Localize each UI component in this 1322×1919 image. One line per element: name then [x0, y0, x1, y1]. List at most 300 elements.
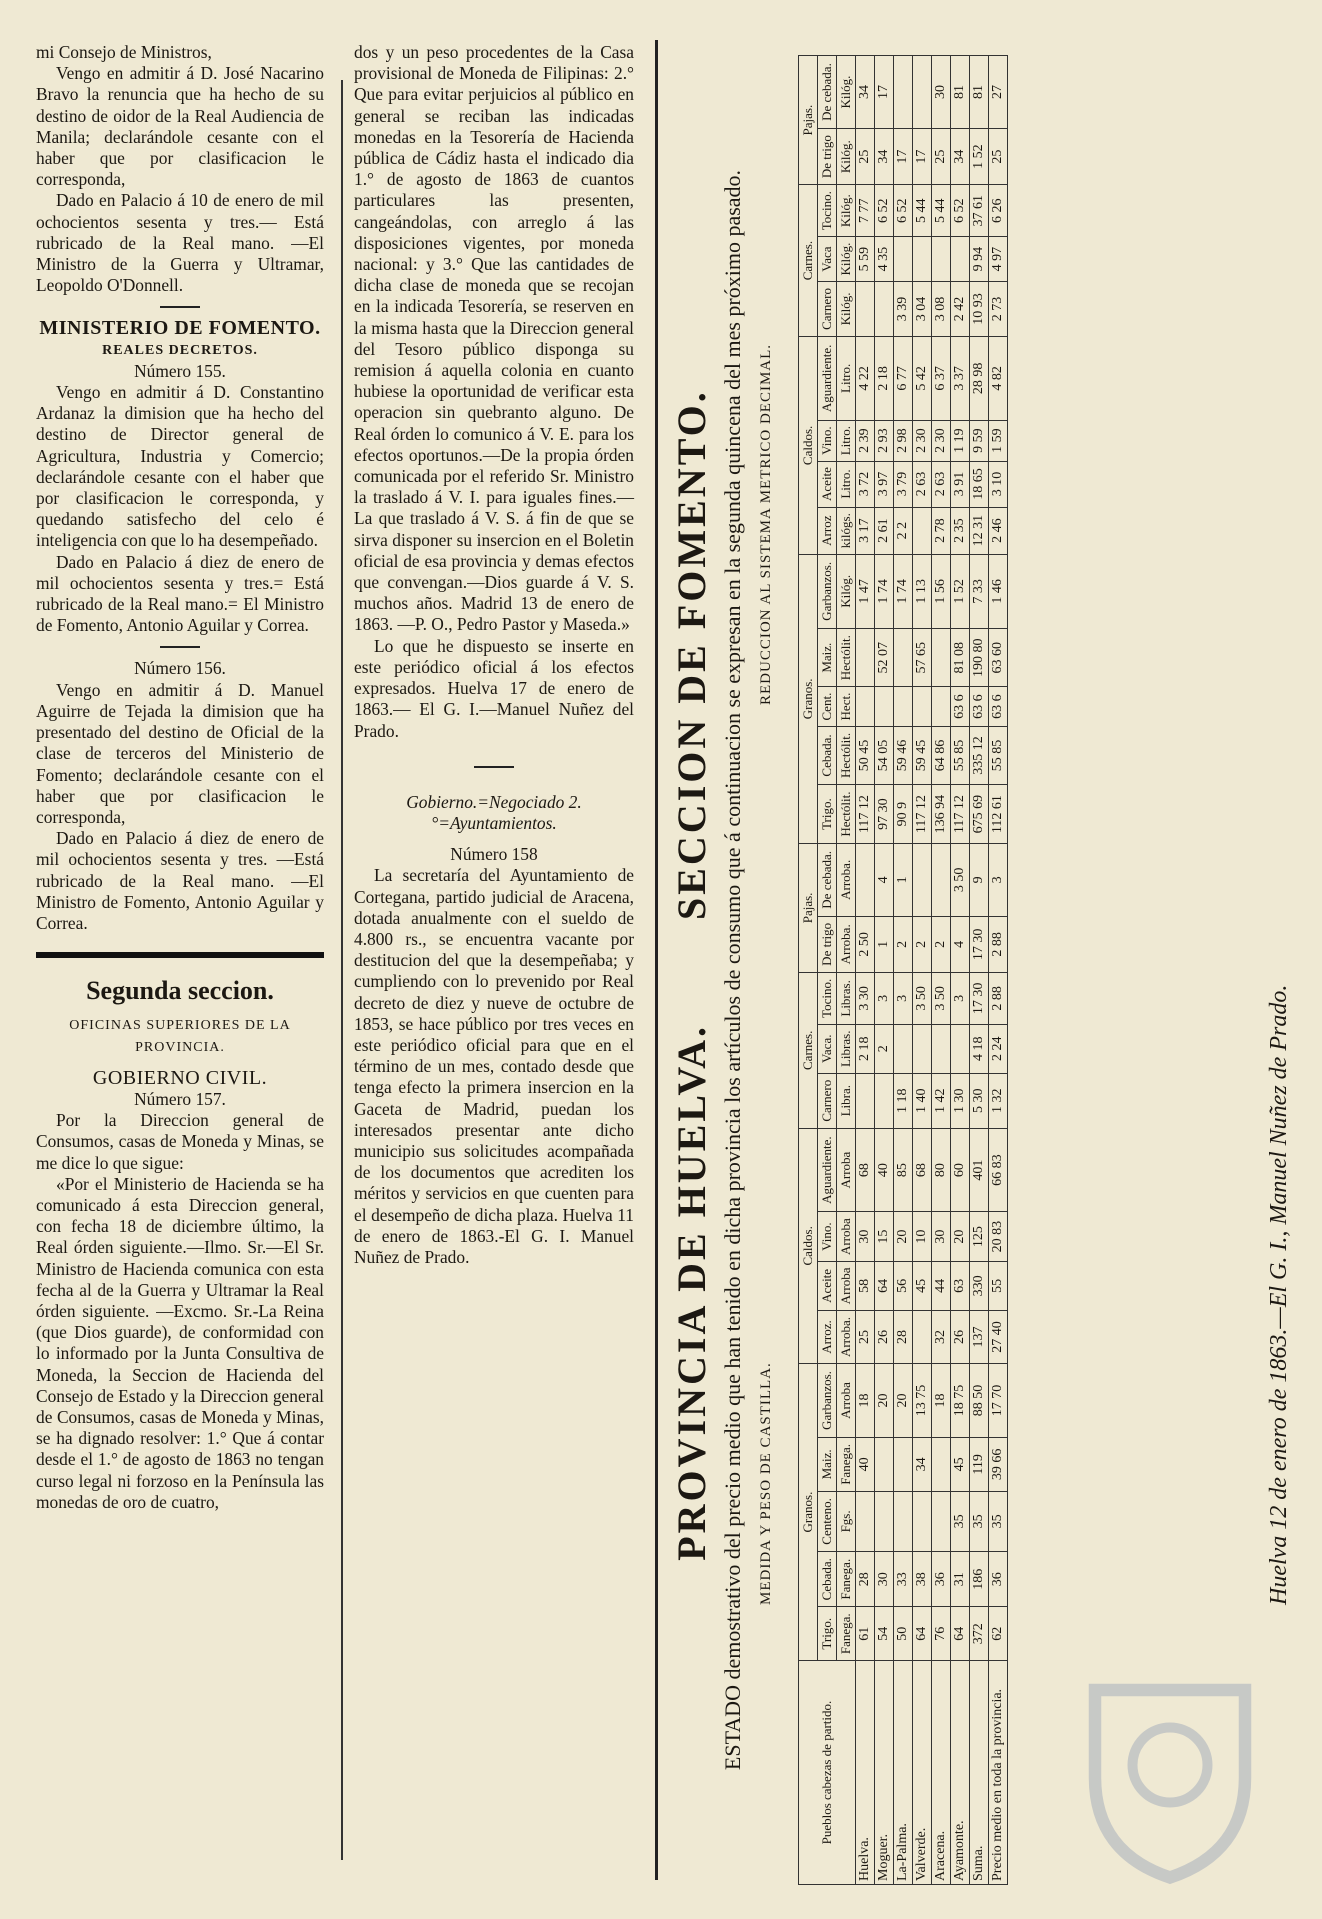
- column-header: Arroz.: [818, 1311, 837, 1364]
- value-cell: 2 30: [913, 420, 932, 461]
- value-cell: 3: [894, 972, 913, 1024]
- left-header: MEDIDA Y PESO DE CASTILLA.: [758, 1362, 774, 1605]
- value-cell: 4 82: [989, 336, 1008, 420]
- group-header: Carnes.: [799, 972, 818, 1128]
- town-cell: Valverde.: [913, 1661, 932, 1885]
- value-cell: 1 74: [894, 554, 913, 628]
- number-heading: Número 158: [450, 844, 538, 865]
- coat-of-arms-watermark: [1040, 1640, 1300, 1890]
- value-cell: 3 72: [856, 461, 875, 507]
- value-cell: 5 30: [970, 1073, 989, 1128]
- value-cell: 45: [913, 1261, 932, 1310]
- column-header: Aguardiente.: [818, 1128, 837, 1212]
- value-cell: 2 39: [856, 420, 875, 461]
- value-cell: 2: [894, 916, 913, 972]
- table-row: [856, 56, 875, 1885]
- value-cell: 136 94: [932, 785, 951, 844]
- unit-header: Arroba: [837, 1128, 856, 1212]
- unit-header: Hect.: [837, 687, 856, 726]
- value-cell: 55: [989, 1261, 1008, 1310]
- value-cell: 44: [932, 1261, 951, 1310]
- negociado-heading: Gobierno.=Negociado 2.°=Ayuntamientos.: [406, 791, 582, 833]
- value-cell: 28: [894, 1311, 913, 1364]
- column-header: De cebada.: [818, 56, 837, 129]
- value-cell: 1 32: [989, 1073, 1008, 1128]
- unit-header: Fanega.: [837, 1438, 856, 1492]
- group-header: Caldos.: [799, 336, 818, 554]
- unit-header: Litro.: [837, 336, 856, 420]
- value-cell: 3: [875, 972, 894, 1024]
- value-cell: 4 22: [856, 336, 875, 420]
- unit-header: Hectólit.: [837, 628, 856, 687]
- group-header: Granos.: [799, 554, 818, 843]
- value-cell: [951, 237, 970, 282]
- paragraph: Vengo en admitir á D. Constantino Ardanaz la dimision que ha hecho del destino de Director general de Agricultura, Industria y Comercio; declarándole cesante con el haber que por clasificacion le corresponda, y quedando satisfecho del celo é inteligencia con que lo ha desempeñado.: [36, 382, 324, 551]
- value-cell: 3 91: [951, 461, 970, 507]
- value-cell: 28: [856, 1552, 875, 1607]
- value-cell: 2 73: [989, 282, 1008, 337]
- value-cell: 35: [951, 1491, 970, 1551]
- value-cell: 2 42: [951, 282, 970, 337]
- table-title: [668, 45, 715, 1905]
- value-cell: 1 46: [989, 554, 1008, 628]
- value-cell: 3 50: [913, 972, 932, 1024]
- value-cell: 3 08: [932, 282, 951, 337]
- value-cell: 1 19: [951, 420, 970, 461]
- value-cell: 27: [989, 56, 1008, 129]
- value-cell: 5 59: [856, 237, 875, 282]
- unit-header: Libra.: [837, 1073, 856, 1128]
- pueblos-header: Pueblos cabezas de partido.: [799, 1661, 856, 1885]
- value-cell: 88 50: [970, 1363, 989, 1437]
- value-cell: 63 6: [970, 687, 989, 726]
- value-cell: [875, 1491, 894, 1551]
- value-cell: 18: [856, 1363, 875, 1437]
- value-cell: 2 88: [989, 972, 1008, 1024]
- value-cell: 3: [951, 972, 970, 1024]
- value-cell: [932, 1438, 951, 1492]
- group-header: Carnes.: [799, 185, 818, 337]
- value-cell: [875, 687, 894, 726]
- value-cell: 6 52: [894, 185, 913, 237]
- column-header: Vaca.: [818, 1024, 837, 1073]
- value-cell: 3 04: [913, 282, 932, 337]
- value-cell: 17: [875, 56, 894, 129]
- value-cell: 81: [951, 56, 970, 129]
- value-cell: 2 78: [932, 507, 951, 554]
- column-header: Tocino.: [818, 185, 837, 237]
- rotated-statistics-section: [658, 45, 1313, 1905]
- value-cell: 2 61: [875, 507, 894, 554]
- value-cell: [932, 237, 951, 282]
- column-header: Vino.: [818, 420, 837, 461]
- value-cell: 2 98: [894, 420, 913, 461]
- value-cell: 81 08: [951, 628, 970, 687]
- value-cell: [932, 843, 951, 916]
- value-cell: 34: [856, 56, 875, 129]
- column-left: [36, 42, 324, 1513]
- value-cell: 2 2: [894, 507, 913, 554]
- column-header: Aguardiente.: [818, 336, 837, 420]
- unit-header: kilógs.: [837, 507, 856, 554]
- column-header: Maiz.: [818, 628, 837, 687]
- value-cell: 1: [894, 843, 913, 916]
- value-cell: 25: [856, 129, 875, 185]
- value-cell: 6 37: [932, 336, 951, 420]
- unit-header: Litro.: [837, 420, 856, 461]
- value-cell: 56: [894, 1261, 913, 1310]
- value-cell: 2 88: [989, 916, 1008, 972]
- table-row: [913, 56, 932, 1885]
- unit-header: Arroba.: [837, 1311, 856, 1364]
- divider: [160, 646, 200, 648]
- value-cell: 30: [932, 56, 951, 129]
- value-cell: 38: [913, 1552, 932, 1607]
- value-cell: 20: [894, 1212, 913, 1261]
- unit-header: Arroba: [837, 1363, 856, 1437]
- column-header: Vaca: [818, 237, 837, 282]
- column-header: Vino.: [818, 1212, 837, 1261]
- value-cell: 3 79: [894, 461, 913, 507]
- value-cell: 27 40: [989, 1311, 1008, 1364]
- value-cell: 31: [951, 1552, 970, 1607]
- value-cell: 4 18: [970, 1024, 989, 1073]
- group-header: Pajas.: [799, 843, 818, 972]
- table-subtitle: ESTADO demostrativo del precio medio que han tenido en dicha provincia los artículos de consumo que á continuacion se expresan en la segunda quincena del mes próximo pasado.: [720, 169, 745, 1771]
- paragraph: mi Consejo de Ministros,: [36, 42, 212, 62]
- thick-divider: [36, 952, 324, 958]
- town-cell: Suma.: [970, 1661, 989, 1885]
- unit-row: [837, 56, 856, 1885]
- value-cell: [913, 507, 932, 554]
- value-cell: 10: [913, 1212, 932, 1261]
- value-cell: 2 18: [856, 1024, 875, 1073]
- value-cell: 90 9: [894, 785, 913, 844]
- value-cell: 4: [951, 916, 970, 972]
- value-cell: 117 12: [856, 785, 875, 844]
- town-cell: Precio medio en toda la provincia.: [989, 1661, 1008, 1885]
- value-cell: [894, 1438, 913, 1492]
- value-cell: 1 74: [875, 554, 894, 628]
- value-cell: [894, 687, 913, 726]
- value-cell: 125: [970, 1212, 989, 1261]
- section-heading: MINISTERIO DE FOMENTO.: [39, 317, 321, 340]
- divider: [474, 766, 514, 768]
- value-cell: [951, 1024, 970, 1073]
- value-cell: 59 45: [913, 726, 932, 785]
- unit-header: Hectólit.: [837, 726, 856, 785]
- value-cell: 2 18: [875, 336, 894, 420]
- province-title: PROVINCIA DE HUELVA.: [669, 1024, 714, 1561]
- subheading: REALES DECRETOS.: [102, 342, 258, 358]
- value-cell: 39 66: [989, 1438, 1008, 1492]
- town-cell: Huelva.: [856, 1661, 875, 1885]
- value-cell: [932, 687, 951, 726]
- paragraph: dos y un peso procedentes de la Casa provisional de Moneda de Filipinas: 2.° Que para evitar perjuicios al público en general se reciban las indicadas monedas en la Tesorería de Hacienda pública de Cádiz hasta el indicado dia 1.° de agosto de 1863 de cuantos particulares las presenten, cangeándolas, con arreglo á las disposiciones vigentes, por moneda nacional: y 3.° Que las cantidades de dicha clase de moneda que se recojan en la indicada Tesorería, se reserven en la misma hasta que la Direccion general del Tesoro público disponga su remision á aquella colonia en cuanto hubiese la oportunidad de verificar esta operacion sin quebranto alguno. De Real órden lo comunico á V. E. para los efectos oportunos.—De la propia órden comunicada por el referido Sr. Ministro la traslado á V. I. para iguales fines.—La que traslado á V. S. á fin de que se sirva disponer su insercion en el Boletin oficial de esa provincia y demas efectos que convengan.—Dios guarde á V. S. muchos años. Madrid 13 de enero de 1863. —P. O., Pedro Pastor y Maseda.»: [354, 42, 634, 635]
- value-cell: [856, 843, 875, 916]
- value-cell: 18: [932, 1363, 951, 1437]
- value-cell: 2 50: [856, 916, 875, 972]
- table-row: [970, 56, 989, 1885]
- subheading: OFICINAS SUPERIORES DE LA PROVINCIA.: [69, 1018, 291, 1055]
- value-cell: 55 85: [951, 726, 970, 785]
- column-header: Trigo.: [818, 1607, 837, 1661]
- value-cell: 9: [970, 843, 989, 916]
- value-cell: [913, 1311, 932, 1364]
- value-cell: 17 30: [970, 916, 989, 972]
- section-title: SECCION DE FOMENTO.: [669, 389, 714, 920]
- value-cell: [856, 687, 875, 726]
- value-cell: 34: [875, 129, 894, 185]
- value-cell: 1 13: [913, 554, 932, 628]
- value-cell: 64: [951, 1607, 970, 1661]
- unit-header: Libras.: [837, 972, 856, 1024]
- value-cell: [913, 237, 932, 282]
- paragraph: Dado en Palacio á 10 de enero de mil ochocientos sesenta y tres.— Está rubricado de la Real mano. —El Ministro de la Guerra y Ultramar, Leopoldo O'Donnell.: [36, 190, 324, 296]
- value-cell: 13 75: [913, 1363, 932, 1437]
- value-cell: [856, 1073, 875, 1128]
- value-cell: 4: [875, 843, 894, 916]
- unit-header: Hectólit.: [837, 785, 856, 844]
- value-cell: 1 59: [989, 420, 1008, 461]
- value-cell: [875, 1438, 894, 1492]
- value-cell: 37 61: [970, 185, 989, 237]
- value-cell: 68: [856, 1128, 875, 1212]
- price-table: [798, 55, 1258, 1885]
- value-cell: 50 45: [856, 726, 875, 785]
- value-cell: 35: [989, 1491, 1008, 1551]
- value-cell: [894, 1491, 913, 1551]
- value-cell: 20: [951, 1212, 970, 1261]
- value-cell: [932, 628, 951, 687]
- value-cell: 66 83: [989, 1128, 1008, 1212]
- value-cell: 1 30: [951, 1073, 970, 1128]
- value-cell: 4 97: [989, 237, 1008, 282]
- unit-header: Litro.: [837, 461, 856, 507]
- column-header: Cebada.: [818, 1552, 837, 1607]
- value-cell: 3: [989, 843, 1008, 916]
- value-cell: 186: [970, 1552, 989, 1607]
- table-footer: Huelva 12 de enero de 1863.—El G. I., Manuel Nuñez de Prado.: [1266, 984, 1292, 1605]
- divider: [160, 306, 200, 308]
- value-cell: 81: [970, 56, 989, 129]
- unit-header: Fgs.: [837, 1491, 856, 1551]
- value-cell: 9 59: [970, 420, 989, 461]
- number-heading: Número 157.: [134, 1088, 226, 1109]
- value-cell: 55 85: [989, 726, 1008, 785]
- value-cell: [932, 1491, 951, 1551]
- value-cell: 15: [875, 1212, 894, 1261]
- section-title: Segunda seccion.: [86, 976, 274, 1006]
- unit-header: Fanega.: [837, 1607, 856, 1661]
- value-cell: 2: [875, 1024, 894, 1073]
- town-cell: Moguer.: [875, 1661, 894, 1885]
- value-cell: 25: [856, 1311, 875, 1364]
- value-cell: 5 42: [913, 336, 932, 420]
- value-cell: 3 17: [856, 507, 875, 554]
- column-header: Maiz.: [818, 1438, 837, 1492]
- paragraph: Dado en Palacio á diez de enero de mil ochocientos sesenta y tres.= Está rubricado de la Real mano.= El Ministro de Fomento, Antonio Aguilar y Correa.: [36, 551, 324, 636]
- header-row: [799, 56, 818, 1885]
- value-cell: 1 52: [970, 129, 989, 185]
- value-cell: 6 52: [951, 185, 970, 237]
- value-cell: 32: [932, 1311, 951, 1364]
- paragraph: La secretaría del Ayuntamiento de Cortegana, partido judicial de Aracena, dotada anualmente con el sueldo de 4.800 rs., se encuentra vacante por destitucion del que la desempeñaba; y cumpliendo con lo prevenido por Real decreto de diez y nueve de octubre de 1853, se hace público por tres veces en este periódico oficial para que en el término de un mes, contado desde que tenga efecto la primera insercion en la Gaceta de Madrid, puedan los interesados presentar ante dicho municipio sus solicitudes acompañada de los documentos que acrediten los méritos y servicios en que cuenten para el desempeño de dicha plaza. Huelva 11 de enero de 1863.-El G. I. Manuel Nuñez de Prado.: [354, 865, 634, 1267]
- value-cell: 1 47: [856, 554, 875, 628]
- value-cell: [875, 282, 894, 337]
- value-cell: 119: [970, 1438, 989, 1492]
- value-cell: 330: [970, 1261, 989, 1310]
- value-cell: 2 63: [932, 461, 951, 507]
- value-cell: 335 12: [970, 726, 989, 785]
- column-header: Carnero: [818, 1073, 837, 1128]
- column-header: Cent.: [818, 687, 837, 726]
- unit-header: Kilóg.: [837, 554, 856, 628]
- table-row: [894, 56, 913, 1885]
- value-cell: 2 46: [989, 507, 1008, 554]
- column-header: De trigo: [818, 916, 837, 972]
- value-cell: 117 12: [913, 785, 932, 844]
- value-cell: 60: [951, 1128, 970, 1212]
- group-header: Granos.: [799, 1363, 818, 1660]
- value-cell: 2 24: [989, 1024, 1008, 1073]
- value-cell: 12 31: [970, 507, 989, 554]
- unit-header: Arroba: [837, 1261, 856, 1310]
- value-cell: 675 69: [970, 785, 989, 844]
- paragraph: «Por el Ministerio de Hacienda se ha comunicado á esta Direccion general, con fecha 18 de diciembre último, la Real órden siguiente.—Ilmo. Sr.—El Sr. Ministro de Hacienda comunica con esta fecha al de la Guerra y Ultramar la Real órden siguiente. —Excmo. Sr.-La Reina (que Dios guarde), de conformidad con lo informado por la Junta Consultiva de Moneda, la Seccion de Hacienda del Consejo de Estado y la Direccion general de Consumos, casas de Moneda y Minas, se ha dignado resolver: 1.° Que á contar desde el 1.° de agosto de 1863 no tengan curso legal ni forzoso en la Península las monedas de oro de cuatro,: [36, 1173, 324, 1512]
- column-rule: [341, 80, 343, 1860]
- value-cell: [856, 1491, 875, 1551]
- value-cell: 61: [856, 1607, 875, 1661]
- value-cell: 372: [970, 1607, 989, 1661]
- value-cell: 3 50: [932, 972, 951, 1024]
- header-row: [818, 56, 837, 1885]
- value-cell: 1: [875, 916, 894, 972]
- value-cell: 9 94: [970, 237, 989, 282]
- value-cell: 36: [932, 1552, 951, 1607]
- value-cell: 40: [875, 1128, 894, 1212]
- value-cell: 137: [970, 1311, 989, 1364]
- table-row: [989, 56, 1008, 1885]
- value-cell: 17 70: [989, 1363, 1008, 1437]
- value-cell: 6 52: [875, 185, 894, 237]
- value-cell: 5 44: [932, 185, 951, 237]
- value-cell: 63 6: [989, 687, 1008, 726]
- value-cell: 7 77: [856, 185, 875, 237]
- paragraph: Por la Direccion general de Consumos, casas de Moneda y Minas, se me dice lo que sigue:: [36, 1110, 324, 1173]
- value-cell: 36: [989, 1552, 1008, 1607]
- value-cell: 63 6: [951, 687, 970, 726]
- value-cell: 59 46: [894, 726, 913, 785]
- value-cell: 20: [875, 1363, 894, 1437]
- value-cell: [856, 628, 875, 687]
- column-header: Garbanzos.: [818, 554, 837, 628]
- value-cell: 52 07: [875, 628, 894, 687]
- paragraph: Lo que he dispuesto se inserte en este periódico oficial á los efectos expresados. Huelva 17 de enero de 1863.— El G. I.—Manuel Nuñez del Prado.: [354, 635, 634, 741]
- value-cell: 50: [894, 1607, 913, 1661]
- value-cell: 3 50: [951, 843, 970, 916]
- value-cell: 20 83: [989, 1212, 1008, 1261]
- paragraph: Dado en Palacio á diez de enero de mil ochocientos sesenta y tres. —Está rubricado de la Real mano. —El Ministro de Fomento, Antonio Aguilar y Correa.: [36, 828, 324, 933]
- value-cell: [913, 56, 932, 129]
- table-row: [875, 56, 894, 1885]
- value-cell: 63: [951, 1261, 970, 1310]
- value-cell: [875, 1073, 894, 1128]
- paragraph: Vengo en admitir á D. Manuel Aguirre de Tejada la dimision que ha presentado del destino de Oficial de la clase de terceros del Ministerio de Fomento; declarándole cesante con el haber que por clasificacion le corresponda,: [36, 679, 324, 827]
- value-cell: 62: [989, 1607, 1008, 1661]
- value-cell: [894, 56, 913, 129]
- value-cell: 35: [970, 1491, 989, 1551]
- value-cell: 30: [856, 1212, 875, 1261]
- town-cell: La-Palma.: [894, 1661, 913, 1885]
- column-middle: [354, 42, 634, 1268]
- value-cell: 2 63: [913, 461, 932, 507]
- value-cell: 5 44: [913, 185, 932, 237]
- value-cell: 80: [932, 1128, 951, 1212]
- value-cell: [856, 282, 875, 337]
- value-cell: [932, 1024, 951, 1073]
- column-header: Aceite: [818, 461, 837, 507]
- value-cell: [913, 1491, 932, 1551]
- value-cell: 58: [856, 1261, 875, 1310]
- value-cell: 25: [932, 129, 951, 185]
- value-cell: 85: [894, 1128, 913, 1212]
- unit-header: Arroba.: [837, 916, 856, 972]
- section-heading: GOBIERNO CIVIL.: [92, 1066, 268, 1089]
- column-header: De trigo: [818, 129, 837, 185]
- value-cell: 28 98: [970, 336, 989, 420]
- value-cell: 2: [932, 916, 951, 972]
- town-cell: Aracena.: [932, 1661, 951, 1885]
- unit-header: Kilóg.: [837, 237, 856, 282]
- value-cell: 3 30: [856, 972, 875, 1024]
- value-cell: 64: [875, 1261, 894, 1310]
- value-cell: 2 93: [875, 420, 894, 461]
- value-cell: 26: [875, 1311, 894, 1364]
- value-cell: 63 60: [989, 628, 1008, 687]
- stat-table: [798, 55, 1008, 1885]
- value-cell: 33: [894, 1552, 913, 1607]
- value-cell: 40: [856, 1438, 875, 1492]
- value-cell: 3 37: [951, 336, 970, 420]
- unit-header: Kilóg.: [837, 185, 856, 237]
- column-header: Aceite: [818, 1261, 837, 1310]
- value-cell: 34: [951, 129, 970, 185]
- value-cell: 112 61: [989, 785, 1008, 844]
- value-cell: 7 33: [970, 554, 989, 628]
- column-header: Centeno.: [818, 1491, 837, 1551]
- table-row: [932, 56, 951, 1885]
- value-cell: 4 35: [875, 237, 894, 282]
- value-cell: 45: [951, 1438, 970, 1492]
- value-cell: 2 35: [951, 507, 970, 554]
- value-cell: [894, 237, 913, 282]
- column-header: Garbanzos.: [818, 1363, 837, 1437]
- value-cell: 1 52: [951, 554, 970, 628]
- column-header: De cebada.: [818, 843, 837, 916]
- number-heading: Número 155.: [134, 360, 226, 381]
- unit-header: Arroba.: [837, 843, 856, 916]
- column-header: Arroz: [818, 507, 837, 554]
- value-cell: 1 42: [932, 1073, 951, 1128]
- value-cell: 2 30: [932, 420, 951, 461]
- town-cell: Ayamonte.: [951, 1661, 970, 1885]
- value-cell: 1 40: [913, 1073, 932, 1128]
- table-row: [951, 56, 970, 1885]
- value-cell: 17 30: [970, 972, 989, 1024]
- column-header: Tocino.: [818, 972, 837, 1024]
- unit-header: Arroba: [837, 1212, 856, 1261]
